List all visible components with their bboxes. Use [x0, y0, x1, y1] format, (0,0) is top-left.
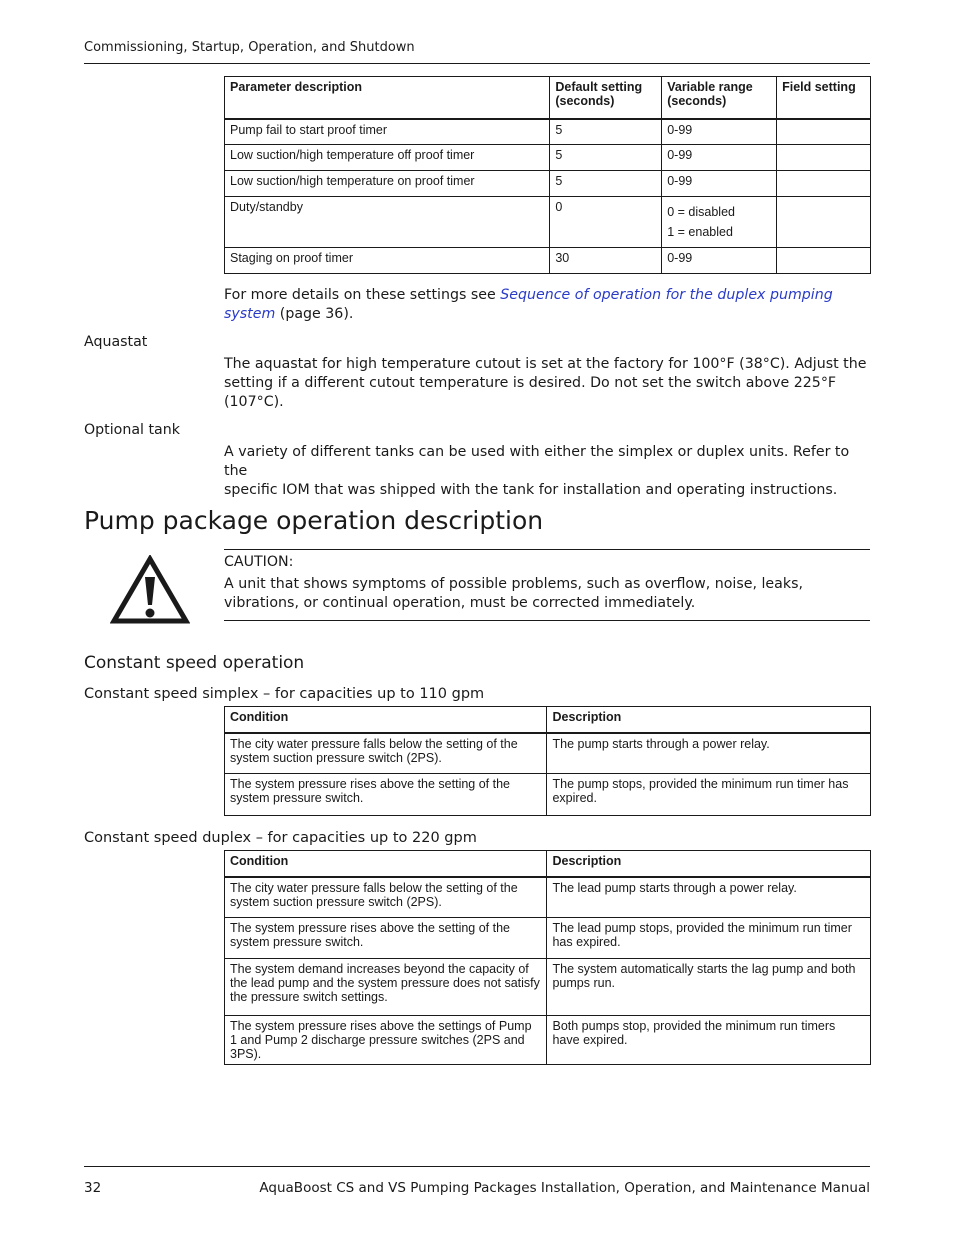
cell-field — [777, 197, 871, 248]
table-row — [225, 171, 871, 197]
cell-description: The system automatically starts the lag pump and both pumps run. — [547, 959, 871, 1016]
cell-range — [662, 197, 777, 248]
caution-line-2: vibrations, or continual operation, must be corrected immediately. — [224, 595, 696, 611]
sequence-of-operation-link-cont[interactable]: system — [224, 306, 276, 322]
cell-condition: The city water pressure falls below the setting of the system suction pressure switch (2PS). — [225, 733, 547, 774]
sequence-of-operation-link[interactable]: Sequence of operation for the duplex pumping — [500, 287, 833, 303]
cell-field — [777, 145, 871, 171]
aquastat-line-2: setting if a different cutout temperature is desired. Do not set the switch above 225°F — [224, 375, 837, 391]
duplex-heading: Constant speed duplex – for capacities up to 220 gpm — [84, 830, 477, 846]
more-details-prefix: For more details on these settings see — [224, 287, 501, 303]
table-row — [225, 119, 871, 145]
col-description: Description — [547, 707, 871, 733]
caution-bottom-rule — [224, 620, 870, 621]
table-row — [225, 774, 871, 816]
cell-description: The lead pump starts through a power relay. — [547, 877, 871, 918]
cell-default: 5 — [550, 171, 662, 197]
cell-description: The lead pump stops, provided the minimum run timer has expired. — [547, 918, 871, 959]
cell-field — [777, 171, 871, 197]
cell-condition: The system demand increases beyond the capacity of the lead pump and the system pressure does not satisfy the pressure switch settings. — [225, 959, 547, 1016]
cell-condition: The system pressure rises above the setting of the system pressure switch. — [225, 774, 547, 816]
range-line-enabled: 1 = enabled — [667, 225, 733, 239]
aquastat-line-1: The aquastat for high temperature cutout is set at the factory for 100°F (38°C). Adjust the — [224, 356, 867, 372]
table-row — [225, 1016, 871, 1065]
settings-table — [224, 76, 871, 274]
table-row — [225, 733, 871, 774]
caution-top-rule — [224, 549, 870, 550]
manual-title: AquaBoost CS and VS Pumping Packages Installation, Operation, and Maintenance Manual — [259, 1180, 870, 1196]
cell-condition: The city water pressure falls below the setting of the system suction pressure switch (2PS). — [225, 877, 547, 918]
more-details-line-1 — [224, 286, 870, 305]
col-parameter: Parameter description — [225, 77, 550, 119]
table-row — [225, 248, 871, 274]
cell-description: Both pumps stop, provided the minimum run timers have expired. — [547, 1016, 871, 1065]
aquastat-line-3: (107°C). — [224, 394, 284, 410]
cell-default: 30 — [550, 248, 662, 274]
col-condition: Condition — [225, 851, 547, 877]
table-row — [225, 918, 871, 959]
col-description: Description — [547, 851, 871, 877]
optional-tank-heading: Optional tank — [84, 422, 180, 438]
more-details-paragraph — [224, 286, 870, 324]
cell-parameter: Low suction/high temperature on proof timer — [225, 171, 550, 197]
cell-parameter: Staging on proof timer — [225, 248, 550, 274]
table-row — [225, 959, 871, 1016]
col-field: Field setting — [777, 77, 871, 119]
cell-range: 0-99 — [662, 171, 777, 197]
simplex-table — [224, 706, 871, 816]
aquastat-paragraph — [224, 355, 870, 412]
duplex-table-header — [225, 851, 871, 877]
section-title: Pump package operation description — [84, 506, 544, 535]
col-range: Variable range (seconds) — [662, 77, 777, 119]
header-rule — [84, 63, 870, 64]
cell-range: 0-99 — [662, 145, 777, 171]
caution-text — [224, 575, 870, 613]
cell-parameter: Duty/standby — [225, 197, 550, 248]
page-number: 32 — [84, 1180, 102, 1196]
table-row — [225, 145, 871, 171]
cell-description: The pump stops, provided the minimum run timer has expired. — [547, 774, 871, 816]
more-details-line-2 — [224, 305, 870, 324]
caution-line-1: A unit that shows symptoms of possible problems, such as overflow, noise, leaks, — [224, 576, 803, 592]
duplex-table — [224, 850, 871, 1065]
settings-table-header — [225, 77, 871, 119]
range-line-disabled: 0 = disabled — [667, 205, 735, 219]
more-details-suffix: (page 36). — [275, 306, 354, 322]
cell-range: 0-99 — [662, 119, 777, 145]
cell-default: 5 — [550, 145, 662, 171]
cell-parameter: Pump fail to start proof timer — [225, 119, 550, 145]
simplex-heading: Constant speed simplex – for capacities up to 110 gpm — [84, 686, 485, 702]
table-row — [225, 877, 871, 918]
cell-field — [777, 248, 871, 274]
aquastat-heading: Aquastat — [84, 334, 148, 350]
simplex-table-header — [225, 707, 871, 733]
cell-range: 0-99 — [662, 248, 777, 274]
cell-condition: The system pressure rises above the settings of Pump 1 and Pump 2 discharge pressure switches (2PS and 3PS). — [225, 1016, 547, 1065]
cell-default: 5 — [550, 119, 662, 145]
optional-tank-paragraph — [224, 443, 870, 500]
optional-tank-line-2: specific IOM that was shipped with the tank for installation and operating instructions. — [224, 482, 838, 498]
cell-description: The pump starts through a power relay. — [547, 733, 871, 774]
footer-rule — [84, 1166, 870, 1167]
cell-field — [777, 119, 871, 145]
caution-label: CAUTION: — [224, 554, 294, 570]
col-condition: Condition — [225, 707, 547, 733]
warning-triangle-icon — [110, 555, 190, 625]
running-header: Commissioning, Startup, Operation, and Shutdown — [84, 40, 415, 55]
optional-tank-line-1: A variety of different tanks can be used with either the simplex or duplex units. Refer to the — [224, 444, 850, 479]
cell-parameter: Low suction/high temperature off proof timer — [225, 145, 550, 171]
table-row — [225, 197, 871, 248]
cell-condition: The system pressure rises above the setting of the system pressure switch. — [225, 918, 547, 959]
col-default: Default setting (seconds) — [550, 77, 662, 119]
cell-default: 0 — [550, 197, 662, 248]
constant-speed-heading: Constant speed operation — [84, 653, 305, 673]
